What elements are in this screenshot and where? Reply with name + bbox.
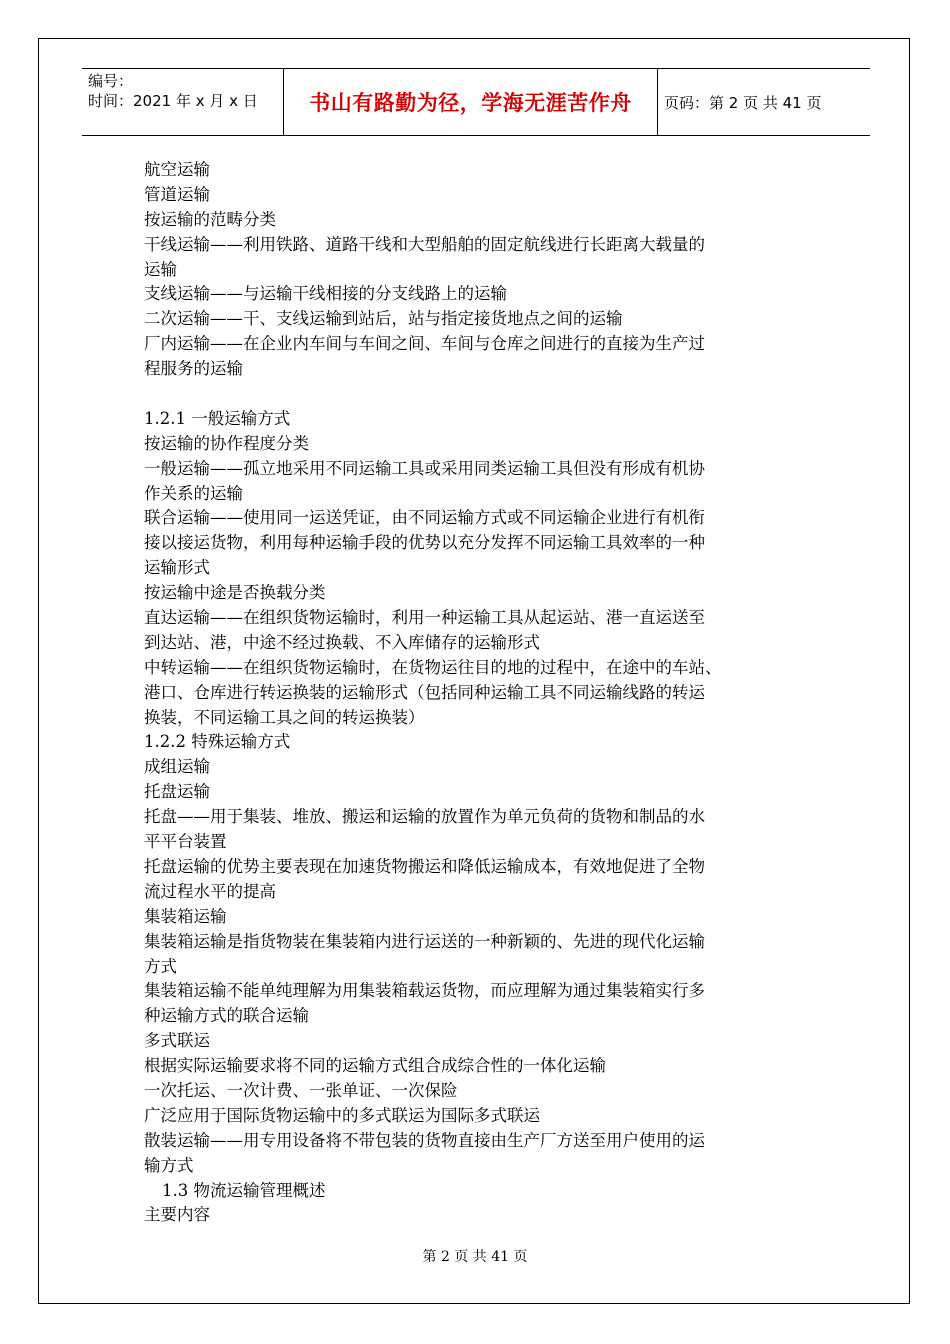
text-line: 管道运输 [144, 184, 210, 204]
text-line: 到达站、港，中途不经过换载、不入库储存的运输形式 [144, 632, 540, 652]
text-line: 1.3 物流运输管理概述 [162, 1180, 326, 1200]
text-line: 干线运输——利用铁路、道路干线和大型船舶的固定航线进行长距离大载量的 [144, 234, 705, 254]
text-line: 航空运输 [144, 160, 210, 179]
text-line: 作关系的运输 [144, 483, 243, 503]
text-line: 运输形式 [144, 558, 210, 578]
header-page-info: 页码：第 2 页 共 41 页 [664, 93, 822, 112]
text-line: 二次运输——干、支线运输到站后，站与指定接货地点之间的运输 [144, 309, 623, 329]
text-line: 按运输的范畴分类 [144, 209, 276, 229]
text-line: 平平台装置 [144, 832, 227, 852]
text-line: 按运输中途是否换载分类 [144, 583, 326, 603]
text-line: 方式 [144, 956, 177, 976]
text-line: 流过程水平的提高 [144, 881, 276, 901]
text-line: 集装箱运输不能单纯理解为用集装箱载运货物，而应理解为通过集装箱实行多 [144, 981, 705, 1001]
text-line: 托盘运输 [144, 782, 210, 802]
text-line: 接以接运货物，利用每种运输手段的优势以充分发挥不同运输工具效率的一种 [144, 533, 705, 553]
text-line: 一般运输——孤立地采用不同运输工具或采用同类运输工具但没有形成有机协 [144, 458, 705, 478]
text-line: 集装箱运输 [144, 906, 227, 926]
blank-line [144, 382, 814, 407]
text-line: 支线运输——与运输干线相接的分支线路上的运输 [144, 284, 507, 304]
text-line: 根据实际运输要求将不同的运输方式组合成综合性的一体化运输 [144, 1056, 606, 1076]
text-line: 按运输的协作程度分类 [144, 433, 309, 453]
text-line: 港口、仓库进行转运换装的运输形式（包括同种运输工具不同运输线路的转运 [144, 682, 705, 702]
document-time-label: 时间：2021 年 x 月 x 日 [88, 92, 258, 110]
text-line: 托盘运输的优势主要表现在加速货物搬运和降低运输成本，有效地促进了全物 [144, 856, 705, 876]
header-left-cell [82, 69, 284, 135]
text-line: 成组运输 [144, 757, 210, 777]
text-line: 厂内运输——在企业内车间与车间之间、车间与仓库之间进行的直接为生产过 [144, 334, 705, 354]
text-line: 程服务的运输 [144, 359, 243, 379]
text-line: 散装运输——用专用设备将不带包装的货物直接由生产厂方送至用户使用的运 [144, 1130, 705, 1150]
text-line: 托盘——用于集装、堆放、搬运和运输的放置作为单元负荷的货物和制品的水 [144, 807, 705, 827]
document-body [144, 158, 814, 1228]
text-line: 多式联运 [144, 1031, 210, 1051]
text-line: 一次托运、一次计费、一张单证、一次保险 [144, 1080, 458, 1100]
text-line: 集装箱运输是指货物装在集装箱内进行运送的一种新颖的、先进的现代化运输 [144, 931, 705, 951]
text-line: 输方式 [144, 1155, 194, 1175]
text-line: 1.2.1 一般运输方式 [144, 408, 291, 428]
text-line: 运输 [144, 259, 177, 279]
page-header [82, 68, 870, 136]
text-line: 联合运输——使用同一运送凭证，由不同运输方式或不同运输企业进行有机衔 [144, 508, 705, 528]
text-line: 1.2.2 特殊运输方式 [144, 732, 291, 752]
header-motto: 书山有路勤为径，学海无涯苦作舟 [309, 91, 632, 115]
header-page-cell [658, 69, 870, 135]
text-line: 主要内容 [144, 1205, 210, 1225]
text-line: 广泛应用于国际货物运输中的多式联运为国际多式联运 [144, 1105, 540, 1125]
document-number-label: 编号： [88, 72, 134, 90]
text-line: 换装，不同运输工具之间的转运换装） [144, 707, 425, 727]
header-motto-cell [284, 69, 658, 135]
text-line: 中转运输——在组织货物运输时，在货物运往目的地的过程中，在途中的车站、 [144, 657, 722, 677]
page-footer: 第 2 页 共 41 页 [422, 1249, 528, 1265]
text-line: 种运输方式的联合运输 [144, 1006, 309, 1026]
text-line: 直达运输——在组织货物运输时，利用一种运输工具从起运站、港一直运送至 [144, 608, 705, 628]
